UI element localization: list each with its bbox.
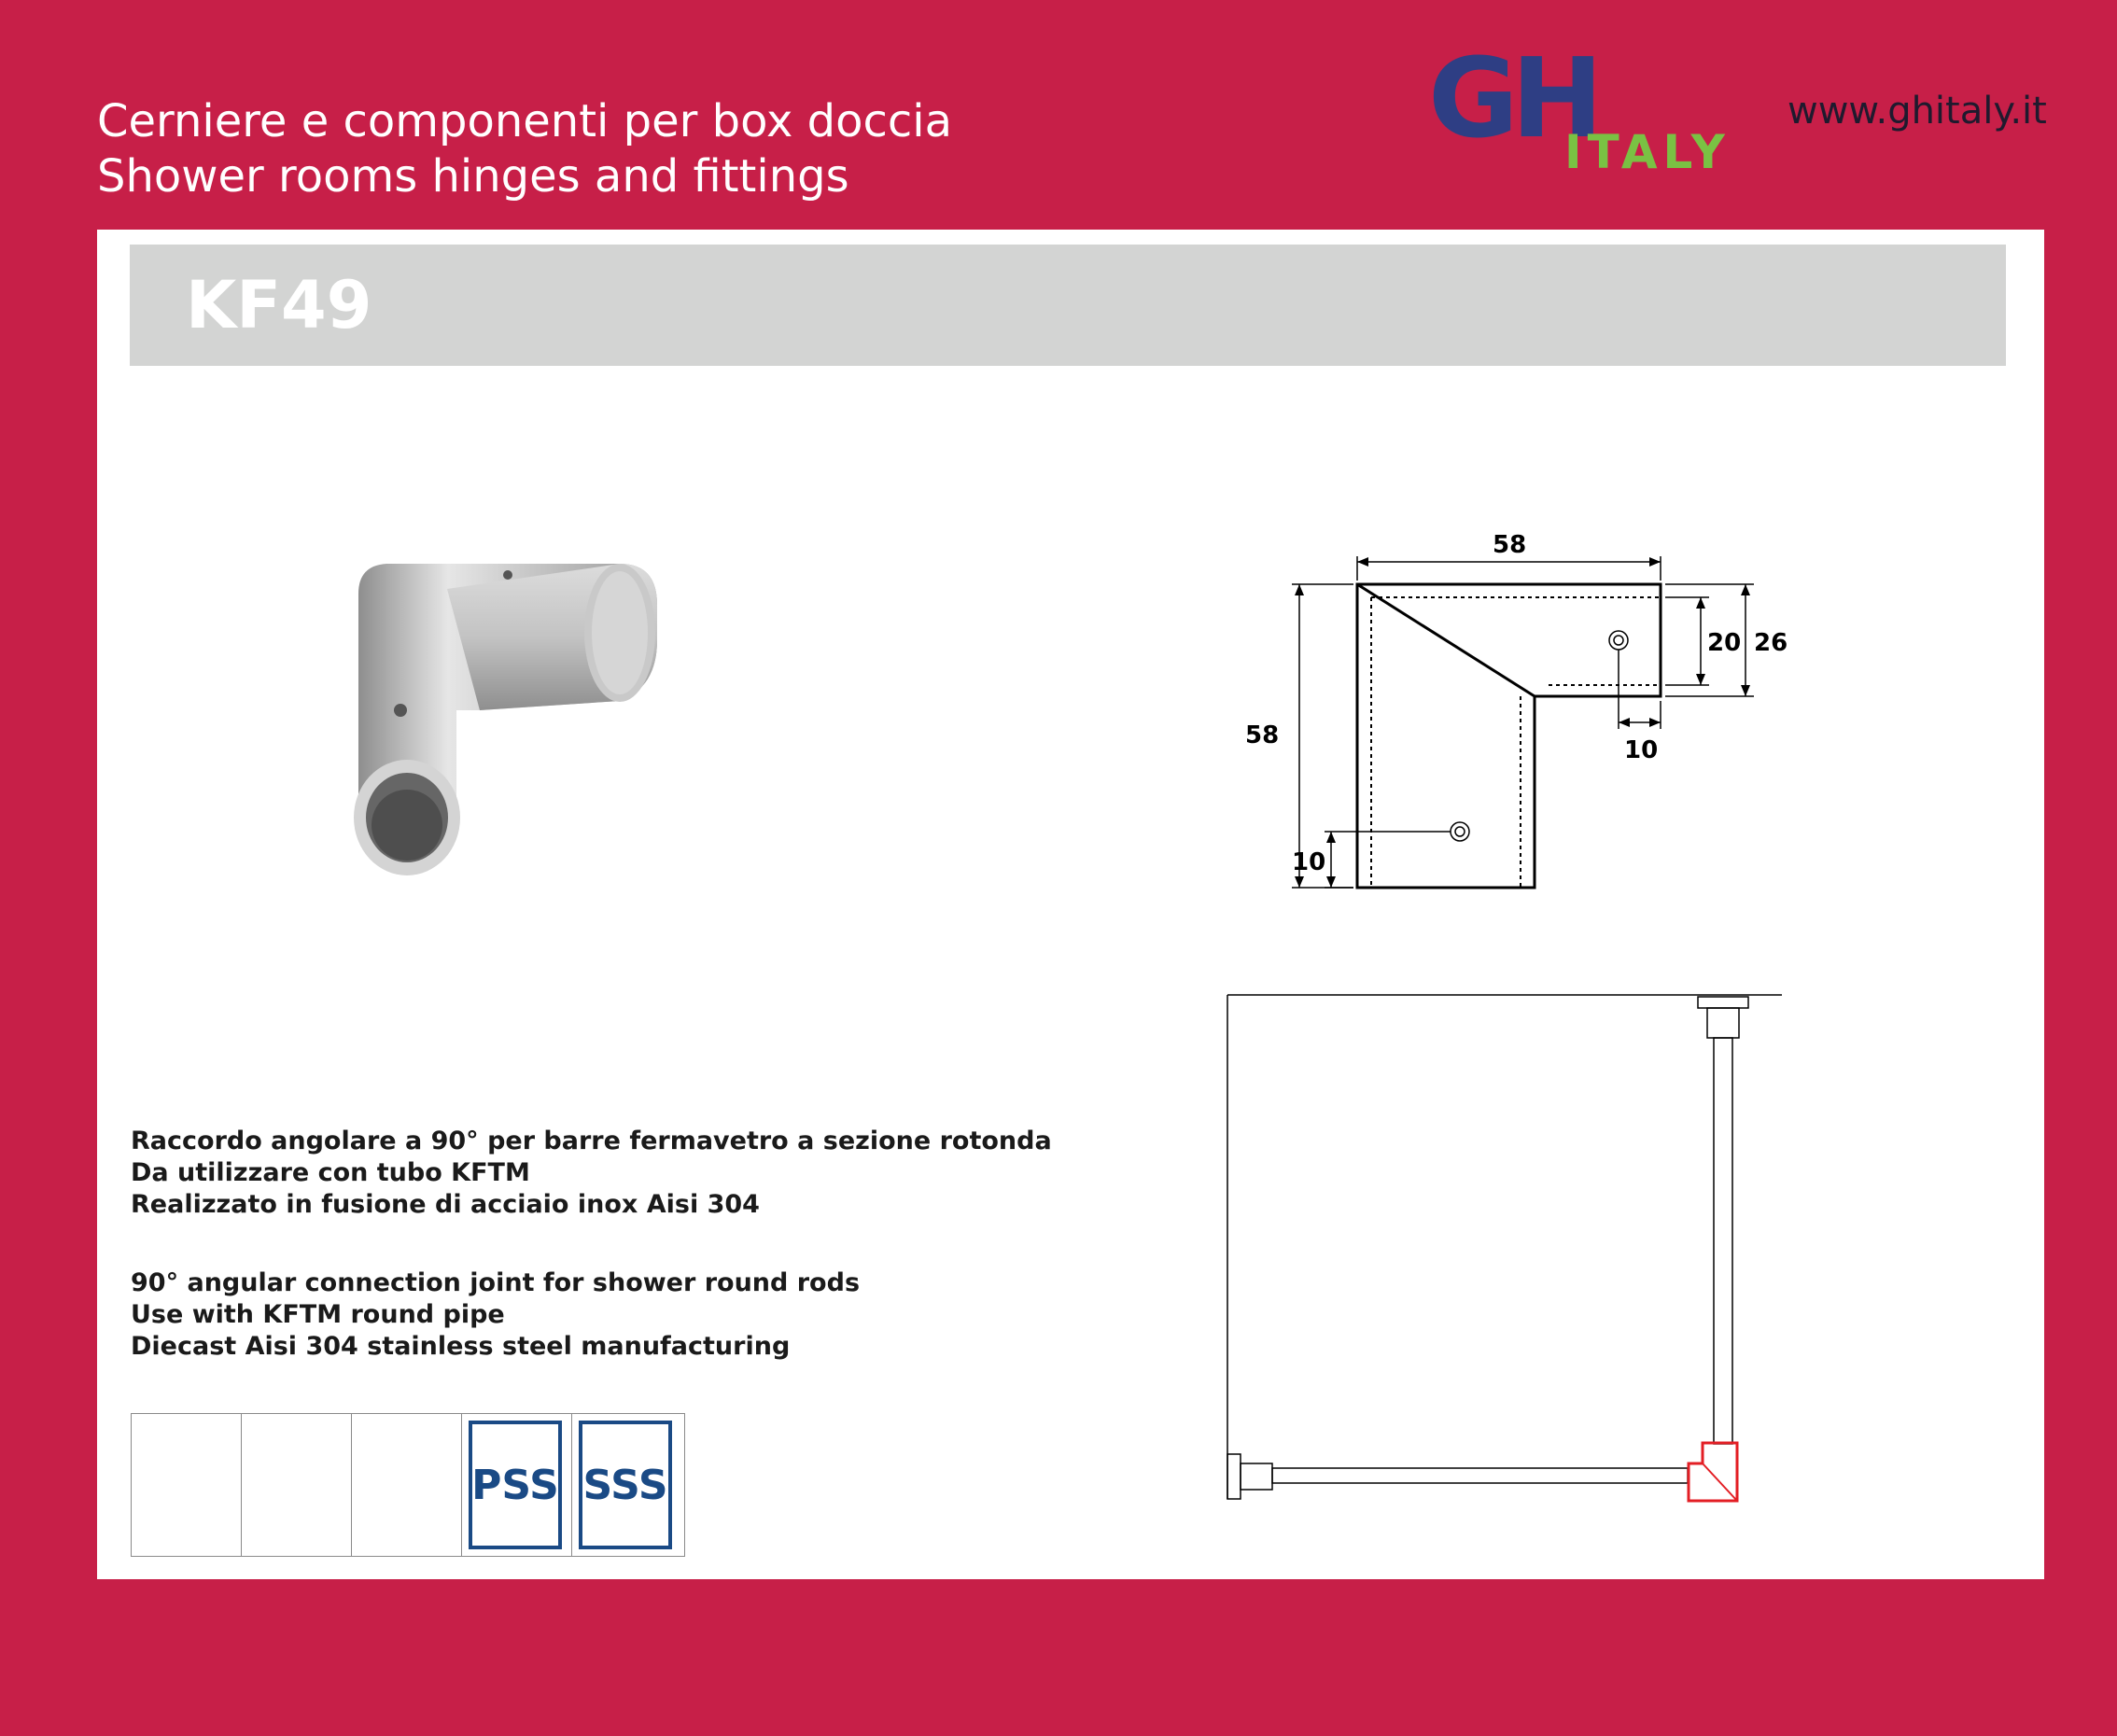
finish-pss-label: PSS xyxy=(471,1461,559,1509)
product-code-bar xyxy=(130,245,2006,366)
description-en-line-1: 90° angular connection joint for shower round rods xyxy=(131,1268,861,1297)
finish-cell-1 xyxy=(132,1414,242,1556)
finish-cell-pss xyxy=(462,1414,572,1556)
finish-cell-2 xyxy=(242,1414,352,1556)
finish-sss-label: SSS xyxy=(582,1461,668,1509)
logo-gh: GH xyxy=(1428,54,1596,162)
dim-width: 58 xyxy=(1493,531,1527,559)
installation-diagram xyxy=(1217,976,1815,1555)
product-code: KF49 xyxy=(186,267,372,343)
description-it-line-1: Raccordo angolare a 90° per barre fermavetro a sezione rotonda xyxy=(131,1127,1052,1155)
description-it-line-3: Realizzato in fusione di acciaio inox Aisi 304 xyxy=(131,1190,760,1219)
finish-sss-badge xyxy=(579,1421,672,1549)
dim-inner: 20 xyxy=(1707,629,1742,657)
dim-height: 58 xyxy=(1245,721,1280,749)
technical-drawing xyxy=(1245,519,1955,920)
logo-italy: ITALY xyxy=(1564,125,1731,175)
description-en-line-3: Diecast Aisi 304 stainless steel manufacturing xyxy=(131,1332,791,1361)
finish-cell-sss xyxy=(572,1414,681,1556)
dim-hole-v: 10 xyxy=(1292,848,1326,876)
header-title-en: Shower rooms hinges and fittings xyxy=(97,150,849,203)
finishes-table xyxy=(131,1413,685,1557)
description-en-line-2: Use with KFTM round pipe xyxy=(131,1300,505,1329)
gh-italy-logo xyxy=(1428,54,1764,175)
dim-outer: 26 xyxy=(1754,629,1788,657)
finish-pss-badge xyxy=(469,1421,562,1549)
finish-cell-3 xyxy=(352,1414,462,1556)
header-title-it: Cerniere e componenti per box doccia xyxy=(97,95,953,147)
website-link[interactable]: www.ghitaly.it xyxy=(1788,90,2047,133)
description-it-line-2: Da utilizzare con tubo KFTM xyxy=(131,1158,530,1187)
content-panel xyxy=(97,230,2044,1579)
dim-hole-h: 10 xyxy=(1624,736,1659,764)
product-photo xyxy=(340,547,825,920)
